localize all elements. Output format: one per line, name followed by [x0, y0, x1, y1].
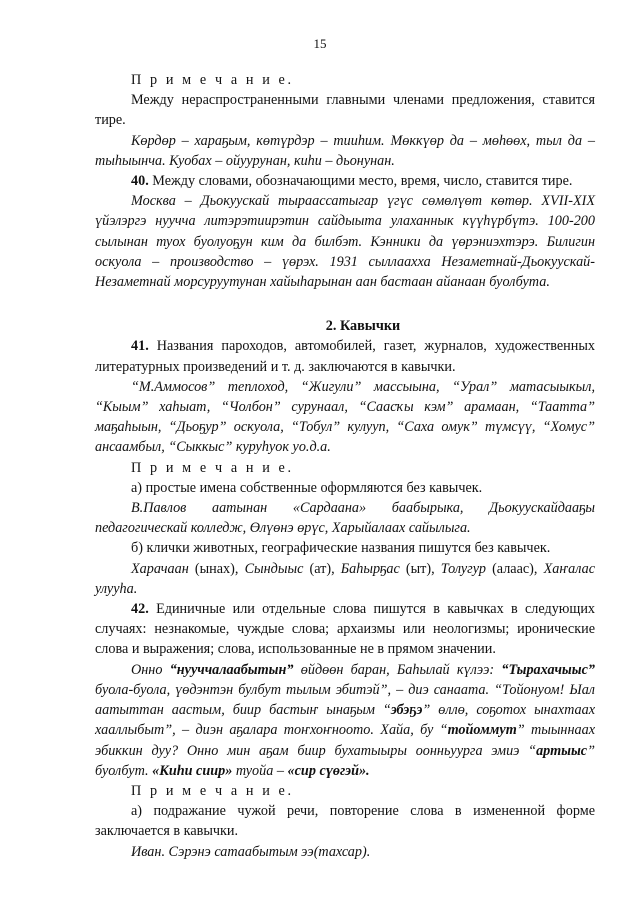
rule-paragraph: Между нераспространенными главными членами предложения, ставится тире.: [95, 92, 595, 129]
example-paragraph: Иван. Сэрэнэ сатаабытым ээ(тахсар).: [131, 843, 371, 860]
example-paragraph: Москва – Дьокуускай тыраассатыгар үгүс сөмөлүөт көтөр. XVII-XIX үйэлэргэ нуучча литэрэтиирэтин сайдыыта улаханнык күүһүрбүтэ. 100-200 сылынан туох буолуоҕун ким да билбэт. Кэнники да үөрэниэхтэрэ. Билигин оскуола – производство – үөрэх. 1931 сыллаахха Незаметнай-Дьокуускай-Незаметнай морсуруутунан хайыһарынан аан бастаан айанаан буолбута.: [95, 193, 595, 291]
rule-42: [95, 599, 595, 660]
section-title: 2. Кавычки: [325, 318, 401, 335]
note-item: а) простые имена собственные оформляются без кавычек.: [131, 479, 483, 496]
example-paragraph: “М.Аммосов” тeплоход, “Жигули” массыына, “Урал” матасыыкыл, “Кыым” хаһыат, “Чолбон” сурунаал, “Саасҡы кэм” арамаан, “Таатта” маҕаһыын, “Дьоҕур” оскуола, “Тобул” кулууп, “Саха омук” түмсүү, “Хомус” ансаамбыл, “Сыккыс” куруһуок уо.д.а.: [95, 378, 595, 456]
rule-text: Названия пароходов, автомобилей, газет, журналов, художественных литературных произведений и т. д. заключаются в кавычки.: [95, 338, 595, 375]
note-heading: П р и м е ч а н и е.: [131, 782, 294, 799]
page-body: [95, 70, 595, 862]
example-paragraph: В.Павлов аатынан «Сардаана» баабырыка, Дьокуускайдааҕы педагогическай колледж, Өлүөнэ өрүс, Харыйалаах сайылыга.: [95, 500, 595, 537]
rule-number: 40.: [131, 173, 149, 190]
note-item: а) подражание чужой речи, повторение слова в измененной форме заключается в кавычки.: [95, 803, 595, 840]
rule-40: [95, 171, 595, 191]
rule-41: [95, 336, 595, 376]
example-paragraph: Онно “нууччалаабытын” өйдөөн баран, Баһылай күлээ: “Тырахачыыс” буола-буола, үөдэнтэн булбут тылым эбитэй”, – диэ санаата. “Тойонуом! Ыал аатыттан аастым, биир бастыҥ ынаҕым “эбэҕэ” өллө, соҕотох ынахтаах хааллыбыт”, – диэн аҕалара тоҥхоҥноото. Хайа, бу “тойоммут” тыыннаах эбиккин дуу? Онно мин аҕам биир бухатыыры оонньуурга эмиэ “артыыс” буолбут. «Киһи сиир» туойа – «сир сүөгэй».: [95, 661, 596, 779]
note-heading: П р и м е ч а н и е.: [131, 72, 294, 88]
rule-text: Единичные или отдельные слова пишутся в кавычках в следующих случаях: незнакомые, чуждые слова; архаизмы или неологизмы; иронические слова и выражения; слова, использованные не в прямом значении.: [95, 601, 596, 658]
rule-number: 42.: [131, 601, 149, 618]
rule-text: Между словами, обозначающими место, время, число, ставится тире.: [152, 173, 573, 190]
example-paragraph: Көрдөр – хараҕым, көтүрдэр – тииһим. Мөккүөр да – мөһөөх, тыл да – тыһыынча. Куобах – ойуурунан, киһи – дьонунан.: [95, 132, 595, 169]
note-item: б) клички животных, географические названия пишутся без кавычек.: [131, 540, 551, 557]
page-number: 15: [313, 36, 327, 51]
example-paragraph: Харачаан (ынах), Сындыыс (ат), Баһырҕас (ыт), Толугур (алаас), Хаҥалас улууһа.: [95, 560, 596, 597]
rule-number: 41.: [131, 338, 149, 355]
note-heading: П р и м е ч а н и е.: [131, 459, 294, 476]
